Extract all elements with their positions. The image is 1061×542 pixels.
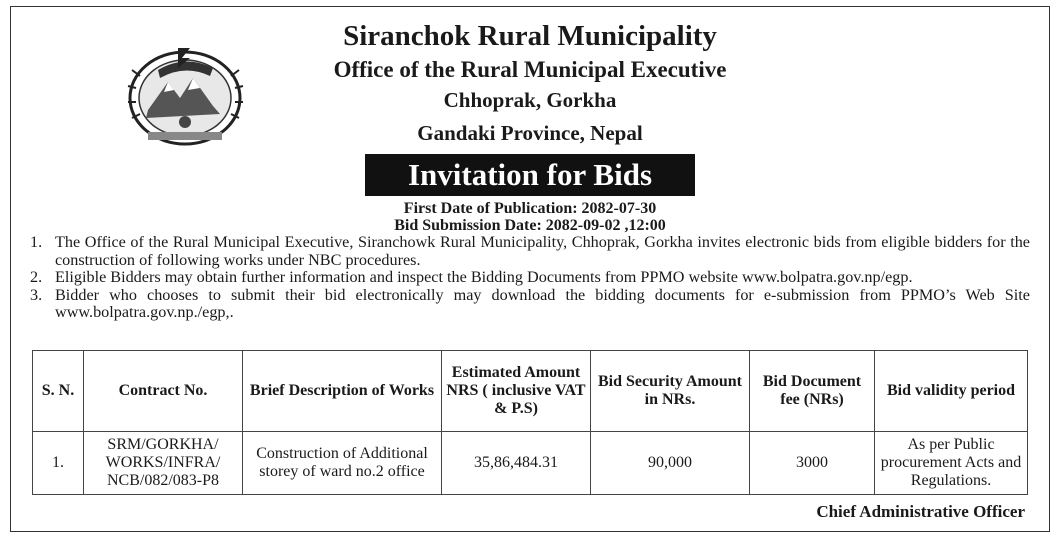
nepal-government-emblem-icon bbox=[118, 40, 253, 152]
bid-table bbox=[32, 350, 1028, 495]
cell-amount: 35,86,484.31 bbox=[442, 432, 591, 495]
submission-date: Bid Submission Date: 2082-09-02 ,12:00 bbox=[394, 217, 666, 234]
item-text: Eligible Bidders may obtain further information and inspect the Bidding Documents from PPMO website www.bolpatra.gov.np/egp. bbox=[55, 268, 913, 286]
item-number: 2. bbox=[30, 268, 43, 286]
header-amount: Estimated Amount NRS ( inclusive VAT & P.S) bbox=[442, 351, 591, 432]
table-row bbox=[33, 432, 1028, 495]
cell-sn: 1. bbox=[33, 432, 84, 495]
list-item bbox=[30, 234, 1030, 269]
list-item bbox=[30, 269, 1030, 287]
item-text: The Office of the Rural Municipal Executive, Siranchowk Rural Municipality, Chhoprak, Gorkha invites electronic bids from eligible bidders for the construction of following works under NBC procedures. bbox=[55, 233, 1030, 269]
publication-date: First Date of Publication: 2082-07-30 bbox=[403, 200, 657, 217]
cell-validity: As per Public procurement Acts and Regulations. bbox=[875, 432, 1028, 495]
header-fee: Bid Document fee (NRs) bbox=[750, 351, 875, 432]
header-description: Brief Description of Works bbox=[243, 351, 442, 432]
header-validity: Bid validity period bbox=[875, 351, 1028, 432]
signatory-title: Chief Administrative Officer bbox=[816, 502, 1025, 521]
office-title: Office of the Rural Municipal Executive bbox=[333, 57, 727, 82]
cell-security: 90,000 bbox=[591, 432, 750, 495]
item-text: Bidder who chooses to submit their bid electronically may download the bidding documents for e-submission from PPMO’s Web Site www.bolpatra.gov.np./egp,. bbox=[55, 285, 1030, 321]
item-number: 3. bbox=[30, 285, 43, 304]
header-contract: Contract No. bbox=[84, 351, 243, 432]
header-security: Bid Security Amount in NRs. bbox=[591, 351, 750, 432]
invitation-banner: Invitation for Bids bbox=[365, 154, 695, 196]
item-number: 1. bbox=[30, 233, 43, 251]
cell-description: Construction of Additional storey of ward no.2 office bbox=[243, 432, 442, 495]
header-sn: S. N. bbox=[33, 351, 84, 432]
list-item bbox=[30, 287, 1030, 322]
table-header-row bbox=[33, 351, 1028, 432]
cell-fee: 3000 bbox=[750, 432, 875, 495]
location-line: Chhoprak, Gorkha bbox=[443, 88, 617, 112]
municipality-title: Siranchok Rural Municipality bbox=[343, 20, 717, 52]
province-line: Gandaki Province, Nepal bbox=[417, 121, 643, 145]
instruction-list bbox=[30, 234, 1030, 322]
cell-contract: SRM/GORKHA/ WORKS/INFRA/ NCB/082/083-P8 bbox=[84, 432, 243, 495]
